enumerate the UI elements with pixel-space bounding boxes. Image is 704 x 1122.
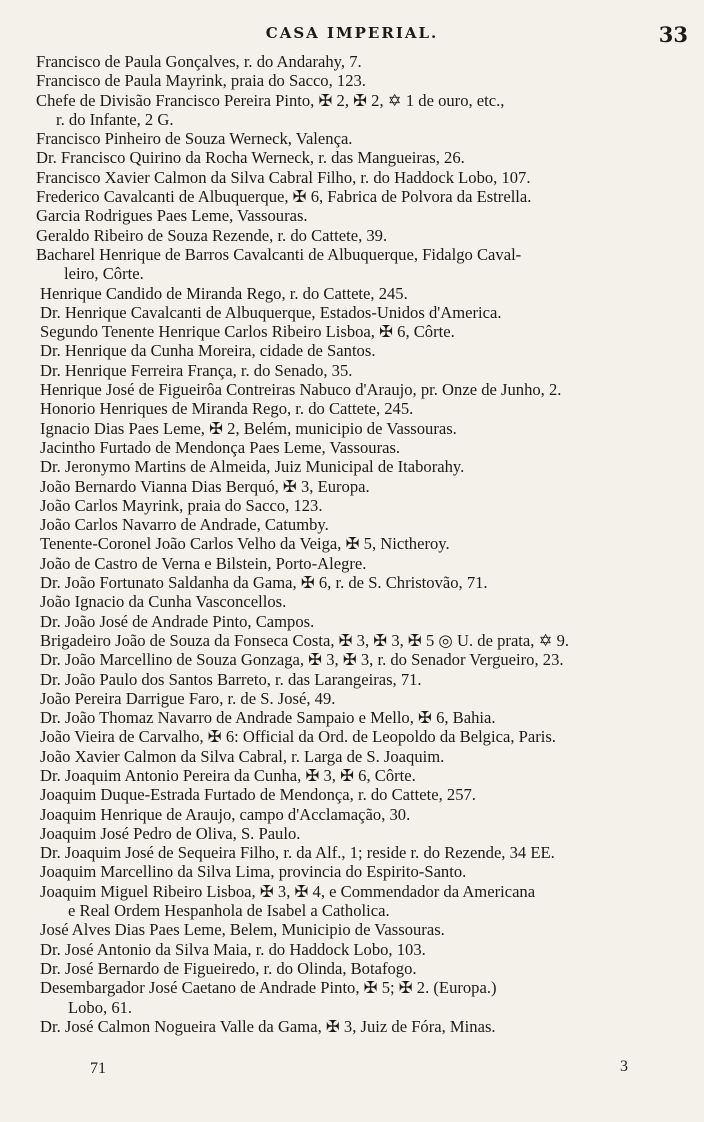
entry-line: Dr. José Calmon Nogueira Valle da Gama, ✠ 3, Juiz de Fóra, Minas. bbox=[40, 1016, 496, 1036]
entry-line: Joaquim Duque-Estrada Furtado de Mendonça, r. do Cattete, 257. bbox=[40, 785, 476, 805]
entry-line: Brigadeiro João de Souza da Fonseca Costa, ✠ 3, ✠ 3, ✠ 5 ◎ U. de prata, ✡ 9. bbox=[40, 630, 570, 650]
entry-line: Lobo, 61. bbox=[68, 997, 133, 1017]
entry-line: Jacintho Furtado de Mendonça Paes Leme, Vassouras. bbox=[40, 437, 401, 457]
entry-line: Dr. Henrique Cavalcanti de Albuquerque, Estados-Unidos d'America. bbox=[40, 302, 502, 322]
signature-mark-left: 71 bbox=[90, 1060, 106, 1077]
entry-line: Henrique José de Figueirôa Contreiras Nabuco d'Araujo, pr. Onze de Junho, 2. bbox=[40, 380, 562, 400]
entry-line: Joaquim Miguel Ribeiro Lisboa, ✠ 3, ✠ 4, e Commendador da Americana bbox=[40, 881, 536, 901]
entry-line: Francisco de Paula Mayrink, praia do Sacco, 123. bbox=[36, 71, 366, 91]
signature-mark-right: 3 bbox=[620, 1058, 628, 1075]
entry-line: Dr. Joaquim José de Sequeira Filho, r. da Alf., 1; reside r. do Rezende, 34 EE. bbox=[40, 843, 555, 863]
entry-line: Dr. Francisco Quirino da Rocha Werneck, r. das Mangueiras, 26. bbox=[36, 148, 465, 168]
entry-line: Dr. José Bernardo de Figueiredo, r. do Olinda, Botafogo. bbox=[40, 958, 417, 978]
entry-line: José Alves Dias Paes Leme, Belem, Municipio de Vassouras. bbox=[40, 920, 445, 940]
entry-line: João Vieira de Carvalho, ✠ 6: Official da Ord. de Leopoldo da Belgica, Paris. bbox=[40, 727, 556, 747]
entry-line: Francisco de Paula Gonçalves, r. do Andarahy, 7. bbox=[36, 52, 362, 71]
entry-line: Joaquim Marcellino da Silva Lima, provincia do Espirito-Santo. bbox=[40, 862, 467, 882]
entry-line: Joaquim José Pedro de Oliva, S. Paulo. bbox=[40, 823, 301, 843]
entry-line: Dr. João Thomaz Navarro de Andrade Sampaio e Mello, ✠ 6, Bahia. bbox=[40, 708, 496, 728]
entry-line: Joaquim Henrique de Araujo, campo d'Acclamação, 30. bbox=[40, 804, 411, 824]
entry-line: Desembargador José Caetano de Andrade Pinto, ✠ 5; ✠ 2. (Europa.) bbox=[40, 978, 497, 998]
entry-line: João Pereira Darrigue Faro, r. de S. José, 49. bbox=[40, 688, 336, 708]
entry-line: Dr. Henrique da Cunha Moreira, cidade de Santos. bbox=[40, 341, 376, 361]
entry-line: Segundo Tenente Henrique Carlos Ribeiro Lisboa, ✠ 6, Côrte. bbox=[40, 322, 455, 342]
entry-line: Honorio Henriques de Miranda Rego, r. do Cattete, 245. bbox=[40, 399, 414, 419]
entry-line: João Ignacio da Cunha Vasconcellos. bbox=[40, 592, 287, 612]
entry-line: João Carlos Mayrink, praia do Sacco, 123. bbox=[40, 495, 323, 515]
entry-line: Francisco Pinheiro de Souza Werneck, Valença. bbox=[36, 129, 353, 149]
entry-line: Geraldo Ribeiro de Souza Rezende, r. do Cattete, 39. bbox=[36, 225, 388, 245]
entry-line: João de Castro de Verna e Bilstein, Porto-Alegre. bbox=[40, 553, 367, 573]
entry-line: João Carlos Navarro de Andrade, Catumby. bbox=[40, 515, 329, 535]
entry-line: João Xavier Calmon da Silva Cabral, r. Larga de S. Joaquim. bbox=[40, 746, 445, 766]
page-header bbox=[0, 22, 704, 48]
page-footer bbox=[0, 1058, 704, 1082]
entry-line: leiro, Côrte. bbox=[64, 264, 144, 284]
page-number: 33 bbox=[658, 22, 688, 47]
entry-line: e Real Ordem Hespanhola de Isabel a Catholica. bbox=[68, 901, 390, 921]
entry-line: Dr. João Marcellino de Souza Gonzaga, ✠ 3, ✠ 3, r. do Senador Vergueiro, 23. bbox=[40, 650, 564, 670]
entry-line: Dr. Joaquim Antonio Pereira da Cunha, ✠ 3, ✠ 6, Côrte. bbox=[40, 765, 416, 785]
entry-line: Tenente-Coronel João Carlos Velho da Veiga, ✠ 5, Nictheroy. bbox=[40, 534, 450, 554]
entry-line: Chefe de Divisão Francisco Pereira Pinto, ✠ 2, ✠ 2, ✡ 1 de ouro, etc., bbox=[36, 90, 505, 110]
entry-line: Francisco Xavier Calmon da Silva Cabral Filho, r. do Haddock Lobo, 107. bbox=[36, 167, 531, 187]
entry-line: Dr. Jeronymo Martins de Almeida, Juiz Municipal de Itaborahy. bbox=[40, 457, 465, 477]
entry-line: Dr. José Antonio da Silva Maia, r. do Haddock Lobo, 103. bbox=[40, 939, 426, 959]
entry-line: Garcia Rodrigues Paes Leme, Vassouras. bbox=[36, 206, 308, 226]
entry-line: Henrique Candido de Miranda Rego, r. do Cattete, 245. bbox=[40, 283, 408, 303]
entry-line: Ignacio Dias Paes Leme, ✠ 2, Belém, municipio de Vassouras. bbox=[40, 418, 457, 438]
entry-list bbox=[0, 52, 704, 1036]
entry-line: Dr. Henrique Ferreira França, r. do Senado, 35. bbox=[40, 360, 353, 380]
entry-line: r. do Infante, 2 G. bbox=[56, 109, 174, 129]
entry-line: Dr. João Paulo dos Santos Barreto, r. das Larangeiras, 71. bbox=[40, 669, 422, 689]
entry-line: Dr. João Fortunato Saldanha da Gama, ✠ 6, r. de S. Christovão, 71. bbox=[40, 573, 488, 593]
entry-line: Bacharel Henrique de Barros Cavalcanti de Albuquerque, Fidalgo Caval- bbox=[36, 244, 522, 264]
entry-line: Frederico Cavalcanti de Albuquerque, ✠ 6, Fabrica de Polvora da Estrella. bbox=[36, 187, 532, 207]
entry-line: João Bernardo Vianna Dias Berquó, ✠ 3, Europa. bbox=[40, 476, 370, 496]
running-head: CASA IMPERIAL. bbox=[265, 24, 439, 42]
entry-line: Dr. João José de Andrade Pinto, Campos. bbox=[40, 611, 315, 631]
